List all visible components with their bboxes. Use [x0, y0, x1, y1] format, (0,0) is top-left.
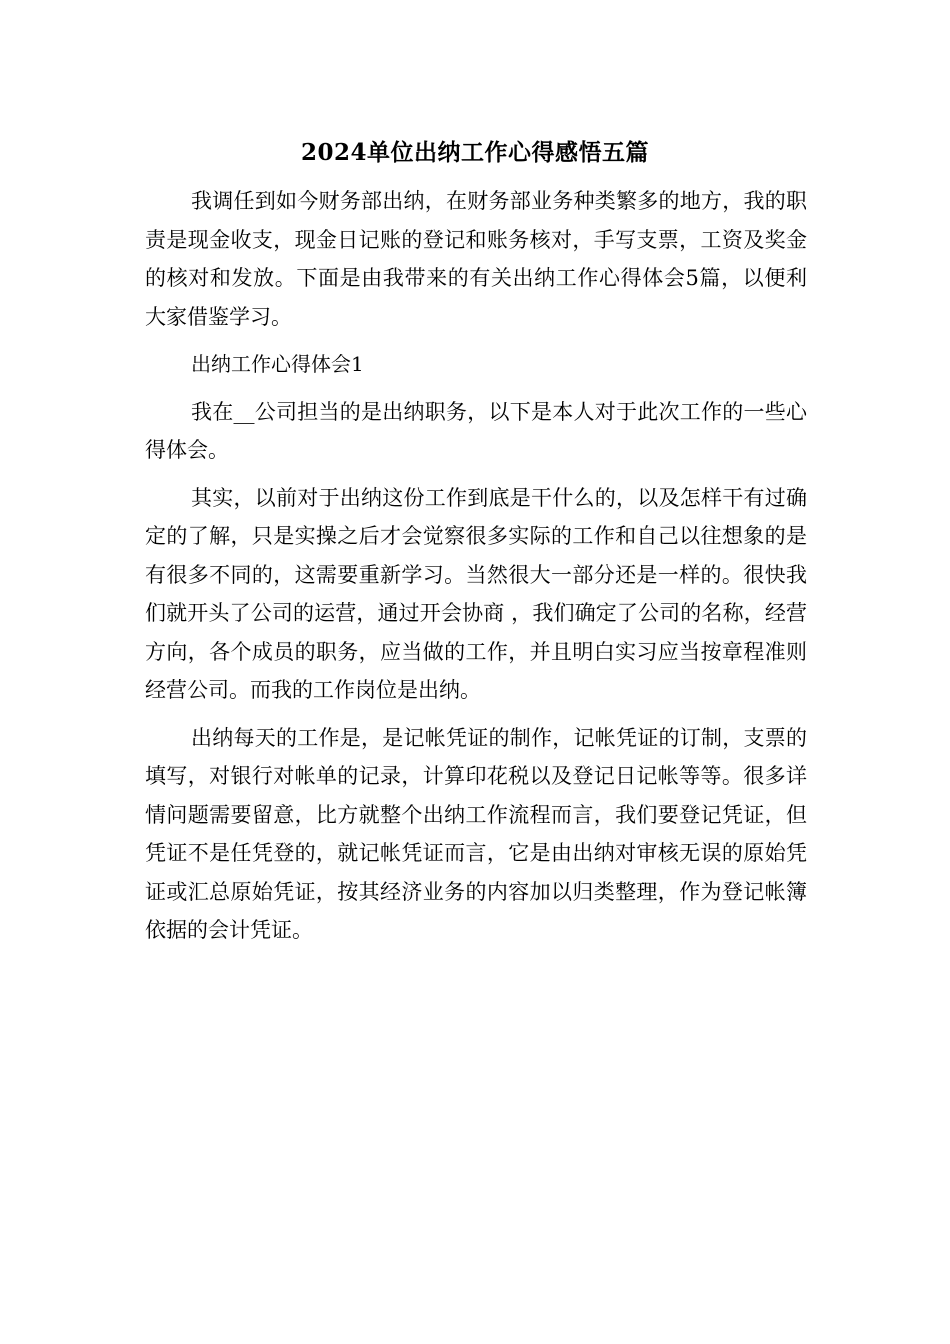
body-paragraph: 其实，以前对于出纳这份工作到底是干什么的，以及怎样干有过确定的了解，只是实操之后才会觉察很多实际的工作和自己以往想象的是有很多不同的，这需要重新学习。当然很大一部分还是一样的。很快我们就开头了公司的运营，通过开会协商 ，我们确定了公司的名称，经营方向，各个成员的职务，应当做的工作，并且明白实习应当按章程准则经营公司。而我的工作岗位是出纳。: [145, 485, 807, 702]
intro-paragraph: 我调任到如今财务部出纳，在财务部业务种类繁多的地方，我的职责是现金收支，现金日记账的登记和账务核对，手写支票，工资及奖金的核对和发放。下面是由我带来的有关出纳工作心得体会5篇，以便利大家借鉴学习。: [145, 189, 807, 329]
document-body: [145, 182, 807, 950]
body-paragraph: 我在__公司担当的是出纳职务，以下是本人对于此次工作的一些心得体会。: [145, 399, 807, 462]
section-heading: 出纳工作心得体会1: [191, 352, 364, 376]
document-title: 2024单位出纳工作心得感悟五篇: [300, 139, 649, 166]
body-paragraph: 出纳每天的工作是，是记帐凭证的制作，记帐凭证的订制，支票的填写，对银行对帐单的记录，计算印花税以及登记日记帐等等。很多详情问题需要留意，比方就整个出纳工作流程而言，我们要登记凭证，但凭证不是任凭登的，就记帐凭证而言，它是由出纳对审核无误的原始凭证或汇总原始凭证，按其经济业务的内容加以归类整理，作为登记帐簿依据的会计凭证。: [145, 725, 807, 942]
